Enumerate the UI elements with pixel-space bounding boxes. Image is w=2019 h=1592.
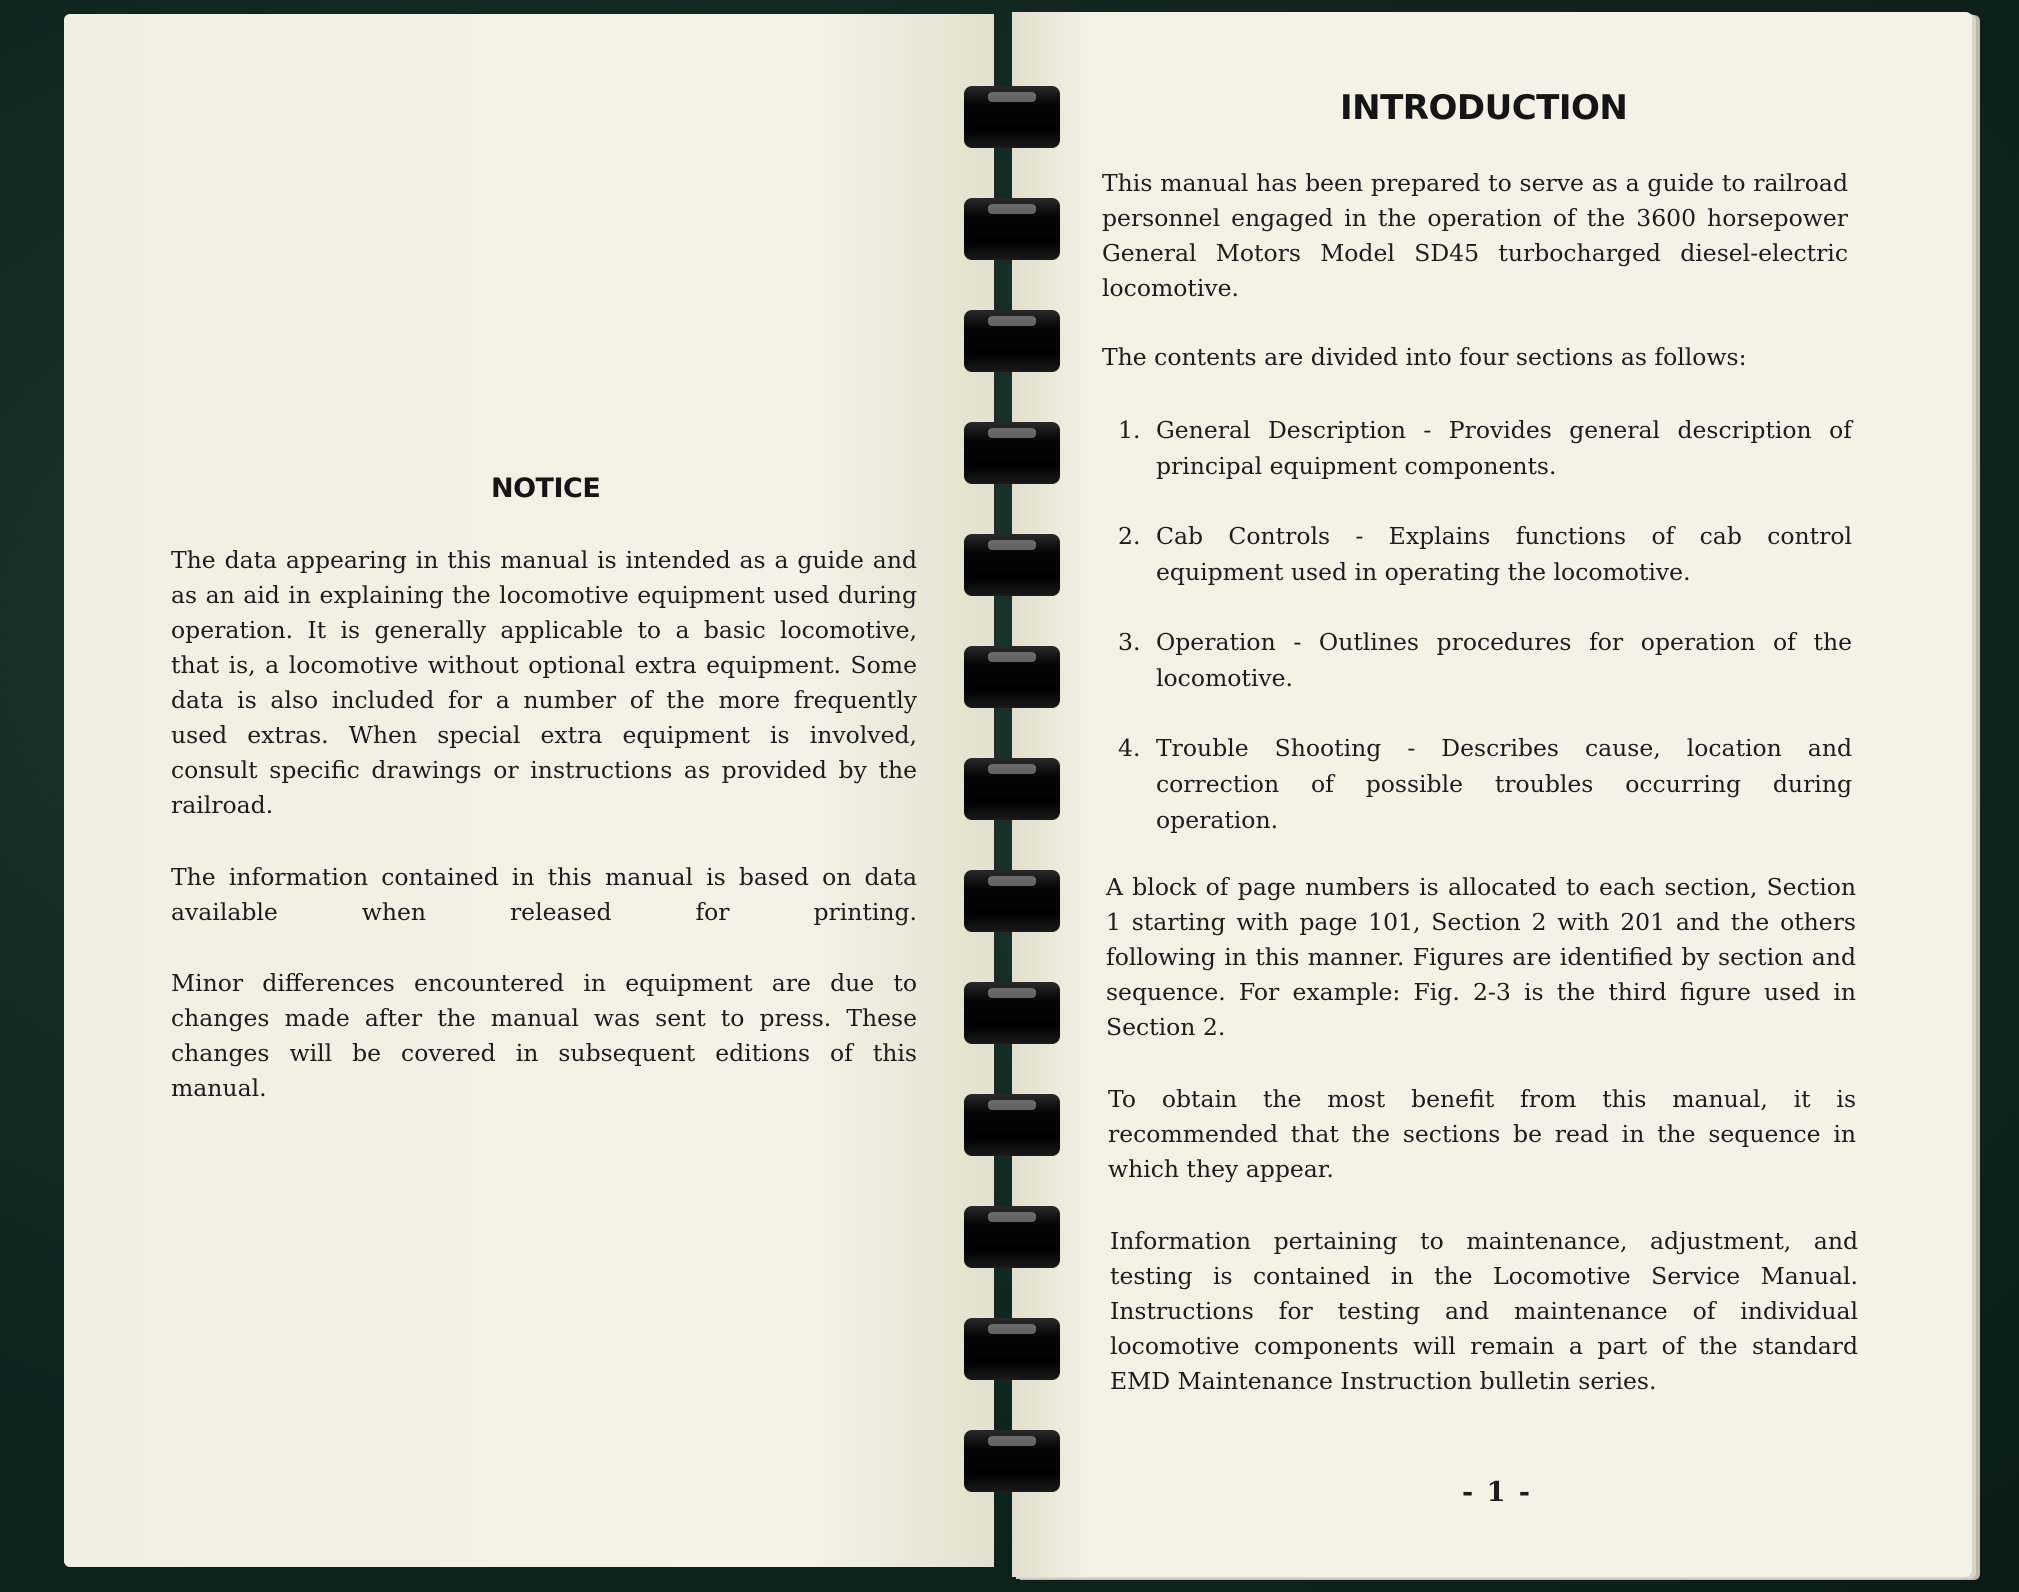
notice-paragraph-1: The data appearing in this manual is intended as a guide and as an aid in explaining the locomotive equipment used during operation. It is generally applicable to a basic locomotive, that is, a locomotive without optional extra equipment. Some data is also included for a number of the more frequently used extras. When special extra equipment is involved, consult specific drawings or instructions as provided by the railroad.	[171, 546, 917, 819]
page-number: - 1 -	[1462, 1477, 1532, 1508]
section-text: Trouble Shooting - Describes cause, location and correction of possible troubles occurring during operation.	[1156, 734, 1852, 834]
binding-ring	[964, 646, 1060, 708]
section-text: Operation - Outlines procedures for operation of the locomotive.	[1156, 628, 1852, 692]
binding-ring	[964, 870, 1060, 932]
binding-ring	[964, 758, 1060, 820]
contents-lead: The contents are divided into four sections as follows:	[1102, 343, 1747, 371]
binding-ring	[964, 1430, 1060, 1492]
binding-ring	[964, 982, 1060, 1044]
binding-ring	[964, 422, 1060, 484]
notice-heading: NOTICE	[491, 473, 601, 504]
section-item-3	[1118, 624, 1852, 704]
section-item-2	[1118, 518, 1852, 598]
introduction-heading: INTRODUCTION	[1340, 88, 1628, 128]
notice-paragraph-3: Minor differences encountered in equipment are due to changes made after the manual was sent to press. These changes will be covered in subsequent editions of this manual.	[171, 969, 917, 1102]
benefit-paragraph: To obtain the most benefit from this manual, it is recommended that the sections be read in the sequence in which they appear.	[1108, 1085, 1856, 1183]
section-text: Cab Controls - Explains functions of cab control equipment used in operating the locomotive.	[1156, 522, 1852, 586]
section-number: 4.	[1118, 734, 1141, 762]
intro-paragraph: This manual has been prepared to serve as a guide to railroad personnel engaged in the operation of the 3600 horsepower General Motors Model SD45 turbocharged diesel-electric locomotive.	[1102, 169, 1848, 302]
binding-ring	[964, 310, 1060, 372]
section-item-1	[1118, 412, 1852, 492]
section-item-4	[1118, 730, 1852, 846]
binding-ring	[964, 198, 1060, 260]
section-text: General Description - Provides general description of principal equipment components.	[1156, 416, 1852, 480]
binding-ring	[964, 1206, 1060, 1268]
maintenance-paragraph: Information pertaining to maintenance, adjustment, and testing is contained in the Locomotive Service Manual. Instructions for testing and maintenance of individual locomotive components will remain a part of the standard EMD Maintenance Instruction bulletin series.	[1110, 1227, 1858, 1395]
binding-ring	[964, 86, 1060, 148]
binding-ring	[964, 534, 1060, 596]
page-numbers-paragraph: A block of page numbers is allocated to each section, Section 1 starting with page 101, Section 2 with 201 and the others following in this manner. Figures are identified by section and sequence. For example: Fig. 2-3 is the third figure used in Section 2.	[1106, 873, 1856, 1041]
notice-paragraph-2: The information contained in this manual is based on data available when released for printing.	[171, 863, 917, 926]
section-number: 1.	[1118, 416, 1141, 444]
section-number: 2.	[1118, 522, 1141, 550]
section-number: 3.	[1118, 628, 1141, 656]
binding-ring	[964, 1318, 1060, 1380]
spiral-binding	[960, 0, 1070, 1592]
binding-ring	[964, 1094, 1060, 1156]
